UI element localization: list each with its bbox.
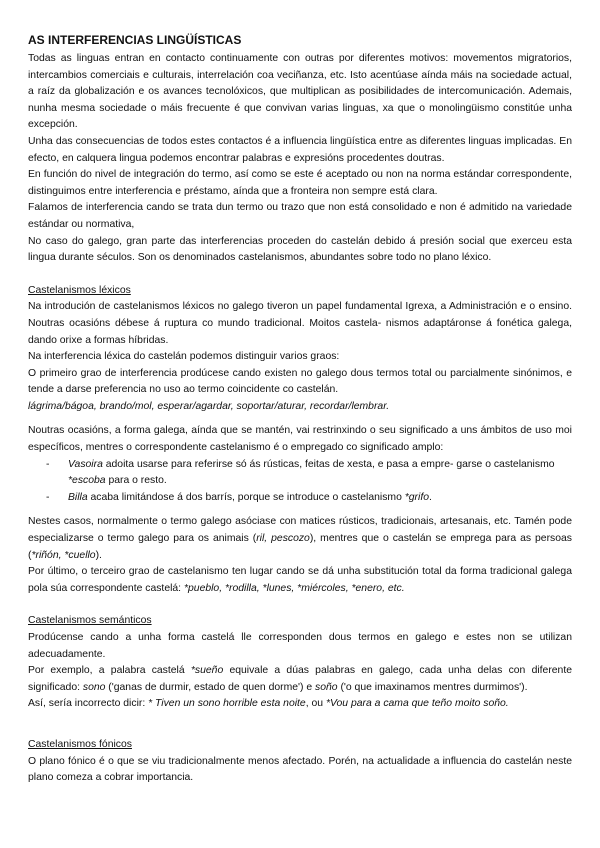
term-italic: Billa bbox=[68, 491, 88, 503]
semanticos-paragraph-3 bbox=[28, 696, 572, 713]
fonicos-paragraph-1: O plano fónico é o que se viu tradicionalmente menos afectado. Porén, na actualidade a influencia do castelán neste plano comeza a cobrar importancia. bbox=[28, 755, 572, 784]
intro-paragraph-5: No caso do galego, gran parte das interferencias proceden do castelán debido á presión social que exerceu esta lingua durante séculos. Son os denominados castelanismos, abundantes sobre todo no plano léxico. bbox=[28, 235, 572, 264]
term-italic: * Tiven un sono horrible esta noite bbox=[148, 698, 306, 710]
term-italic: *Vou para a cama que teño moito soño. bbox=[325, 698, 509, 710]
lexicos-examples bbox=[28, 399, 572, 416]
page-title: AS INTERFERENCIAS LINGÜÍSTICAS bbox=[28, 33, 242, 47]
term-italic: *pueblo, *rodilla, *lunes, *miércoles, *enero, etc. bbox=[183, 582, 405, 594]
text-run: ), mentres que o castelán se emprega para as persoas ( bbox=[28, 533, 572, 561]
section-heading-lexicos: Castelanismos léxicos bbox=[28, 284, 131, 296]
text-run: equivale a dúas palabras en galego, cada unha delas con diferente significado: bbox=[28, 665, 573, 693]
lexicos-paragraph-1: Na introdución de castelanismos léxicos no galego tiveron un papel fundamental Igrexa, a Administración e o ensino. Noutras ocasións débese á ruptura co mundo tradicional. Moitos castela- nismos adaptáronse á fonética galega, dando orixe a formas híbridas. bbox=[28, 301, 572, 346]
intro-paragraph-4: Falamos de interferencia cando se trata dun termo ou trazo que non está consolidado e non é admitido na variedade estándar ou normativa, bbox=[28, 202, 572, 230]
term-italic: Vasoira bbox=[68, 458, 103, 470]
lexicos-paragraph-4: Noutras ocasións, a forma galega, aínda que se mantén, vai restrinxindo o seu significado a uns ámbitos de uso moi específicos, mentres o correspondente castelanismo é o empregado co significado amplo: bbox=[28, 425, 572, 454]
term-italic: sono bbox=[82, 681, 106, 693]
term-italic: ril, pescozo bbox=[256, 533, 310, 545]
term-italic: *riñón, *cuello bbox=[31, 549, 96, 561]
list-text: . bbox=[429, 491, 432, 503]
term-italic: *grifo bbox=[404, 491, 429, 503]
term-italic: *escoba bbox=[68, 475, 106, 487]
text-run: Así, sería incorrecto dicir: bbox=[28, 698, 149, 710]
section-heading-fonicos: Castelanismos fónicos bbox=[28, 738, 132, 750]
text-run: ). bbox=[95, 549, 102, 561]
text-run: Nestes casos, normalmente o termo galego asóciase con matices rústicos, tradicionais, artesanais, etc. Tamén pode especializarse o termo galego para os animais ( bbox=[28, 516, 572, 545]
list-text: para o resto. bbox=[105, 475, 167, 487]
list-text: acaba limitándose á dos barrís, porque se introduce o castelanismo bbox=[87, 491, 405, 503]
semanticos-paragraph-1: Prodúcense cando a unha forma castelá lle corresponden dous termos en galego e estes non se utilizan adecuadamente. bbox=[28, 632, 572, 660]
lexicos-paragraph-5 bbox=[28, 514, 572, 564]
text-run: ('o que imaxinamos mentres durmimos'). bbox=[337, 681, 528, 693]
list-text: adoita usarse para referirse só ás rústicas, feitas de xesta, e pasa a empre- garse o castelanismo bbox=[102, 458, 555, 470]
intro-paragraph-2: Unha das consecuencias de todos estes contactos é a influencia lingüística entre as diferentes linguas implicadas. En efecto, en calquera lingua podemos encontrar palabras e expresións procedentes doutras. bbox=[28, 135, 572, 164]
section-heading-semanticos: Castelanismos semánticos bbox=[28, 615, 152, 627]
list-item bbox=[68, 490, 572, 507]
term-italic: soño bbox=[315, 681, 338, 693]
list-item bbox=[68, 457, 572, 490]
examples-list bbox=[28, 457, 572, 507]
semanticos-paragraph-2 bbox=[28, 663, 572, 696]
text-run: ('ganas de durmir, estado de quen dorme') e bbox=[105, 681, 316, 693]
examples-italic: lágrima/bágoa, brando/mol, esperar/agardar, soportar/aturar, recordar/lembrar. bbox=[28, 400, 390, 412]
text-run: , ou bbox=[305, 698, 326, 710]
intro-paragraph-1: Todas as linguas entran en contacto continuamente con outras por diferentes motivos: movementos migratorios, intercambios comerciais e culturais, interrelación coa veciñanza, etc. Isto acentúase aínda máis na sociedade actual, a raíz da globalización e os avances tecnolóxicos, que multiplican as posibilidades de intercomunicación. Ademais, nunha mesma sociedade o máis frecuente é que convivan varias linguas, xa que o monolingüismo constitúe unha excepción. bbox=[28, 53, 572, 131]
text-run: Por exemplo, a palabra castelá bbox=[28, 665, 191, 677]
text-run: Por último, o terceiro grao de castelanismo ten lugar cando se dá unha substitución total da forma tradicional galega pola súa correspondente castelá: bbox=[28, 566, 572, 594]
intro-paragraph-3: En función do nivel de integración do termo, así como se este é aceptado ou non na norma estándar correspondente, distinguimos entre interferencia e préstamo, aínda que a fronteira non sempre está clara. bbox=[28, 169, 572, 197]
lexicos-paragraph-3: O primeiro grao de interferencia prodúcese cando existen no galego dous termos total ou parcialmente sinónimos, e tende a darse preferencia no uso ao termo coincidente co castelán. bbox=[28, 367, 572, 396]
term-italic: *sueño bbox=[190, 665, 224, 677]
lexicos-paragraph-2: Na interferencia léxica do castelán podemos distinguir varios graos: bbox=[28, 351, 340, 363]
lexicos-paragraph-6 bbox=[28, 564, 572, 597]
